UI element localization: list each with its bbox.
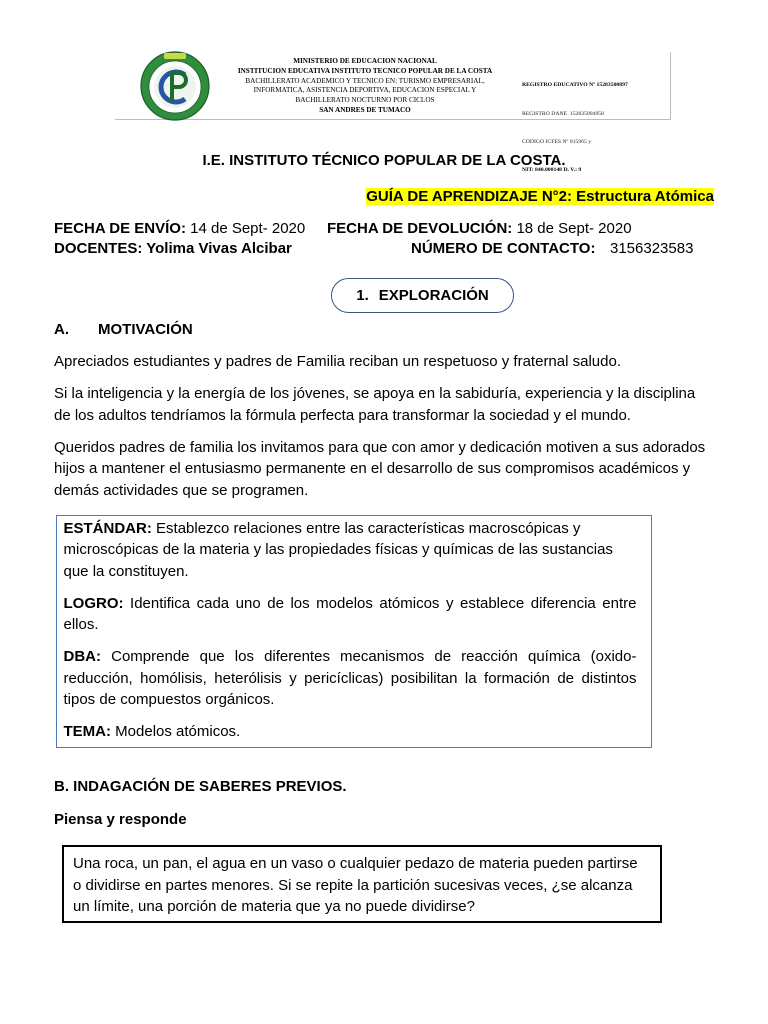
teachers-value: Yolima Vivas Alcibar — [146, 239, 292, 257]
return-date-value: 18 de Sept- 2020 — [516, 219, 632, 237]
institution-line: SAN ANDRES DE TUMACO — [319, 105, 411, 114]
standard-item — [64, 518, 637, 583]
contact-value: 3156323583 — [610, 239, 694, 257]
registry-line: REGISTRO EDUCATIVO Nº 15283500897 — [522, 82, 628, 89]
school-logo — [137, 50, 213, 122]
teachers — [54, 238, 292, 260]
section-number: 1. — [356, 286, 369, 304]
question-box — [62, 845, 662, 923]
return-date — [327, 218, 632, 240]
motivation-paragraph: Si la inteligencia y la energía de los jóvenes, se apoya en la sabiduría, experiencia y la disciplina de los adultos tendríamos la fórmula perfecta para transformar la sociedad y el mundo. — [54, 385, 696, 424]
registry-line: REGISTRO DANE 152835004958 — [522, 110, 604, 117]
institution-line: INSTITUCION EDUCATIVA INSTITUTO TECNICO POPULAR DE LA COSTA — [237, 66, 493, 75]
send-date-label: FECHA DE ENVÍO: — [54, 219, 186, 237]
question-text: Una roca, un pan, el agua en un vaso o cualquier pedazo de materia pueden partirse o dividirse en partes menores. Si se repite la partición sucesivas veces, ¿se alcanza un límite, una porción de materia que ya no puede dividirse? — [73, 855, 638, 916]
return-date-label: FECHA DE DEVOLUCIÓN: — [327, 219, 513, 237]
document-title: I.E. INSTITUTO TÉCNICO POPULAR DE LA COSTA. — [202, 151, 566, 169]
dba-item — [64, 646, 637, 711]
send-date-value: 14 de Sept- 2020 — [190, 219, 306, 237]
motivation-paragraph: Apreciados estudiantes y padres de Familia reciban un respetuoso y fraternal saludo. — [54, 353, 621, 371]
guide-title — [366, 186, 714, 208]
registry-line: CODIGO ICFES Nº 015965 y — [522, 138, 592, 145]
institution-line: MINISTERIO DE EDUCACION NACIONAL — [293, 57, 437, 65]
institution-line: INFORMATICA, ASISTENCIA DEPORTIVA, EDUCACION ESPECIAL Y — [253, 86, 477, 95]
achievement-item — [64, 593, 637, 636]
logo-top-band — [164, 53, 186, 59]
institution-header — [212, 57, 518, 116]
guide-title-highlight: GUÍA DE APRENDIZAJE N°2: Estructura Atómica — [366, 187, 714, 205]
section-heading — [331, 278, 514, 313]
topic-label: TEMA: — [63, 723, 111, 741]
contact-label: NÚMERO DE CONTACTO: — [411, 239, 596, 257]
motivation-body — [54, 351, 710, 512]
topic-text: Modelos atómicos. — [115, 723, 241, 741]
achievement-label: LOGRO: — [63, 594, 124, 612]
achievement-text: Identifica cada uno de los modelos atómicos y establece diferencia entre ellos. — [63, 594, 637, 634]
send-date — [54, 218, 305, 240]
standard-label: ESTÁNDAR: — [63, 519, 152, 537]
institution-line: BACHILLERATO NOCTURNO POR CICLOS — [295, 96, 435, 105]
prior-knowledge-title: B. INDAGACIÓN DE SABERES PREVIOS. — [54, 778, 347, 796]
standard-text: Establezco relaciones entre las características macroscópicas y microscópicas de la materia y las propiedades físicas y químicas de las sustancias que la constituyen. — [63, 519, 613, 580]
motivation-paragraph: Queridos padres de familia los invitamos para que con amor y dedicación motiven a sus adorados hijos a mantener el entusiasmo permanente en el desarrollo de sus compromisos académicos y demás actividades que se programen. — [54, 438, 706, 499]
section-title: EXPLORACIÓN — [378, 286, 489, 304]
topic-item — [64, 721, 637, 743]
objectives-box — [56, 515, 652, 748]
registry-line: NIT: 840.000148 D. V.: 9 — [522, 166, 582, 173]
dba-label: DBA: — [63, 648, 101, 666]
prior-knowledge-prompt: Piensa y responde — [54, 811, 187, 829]
motivation-title: MOTIVACIÓN — [98, 320, 193, 338]
dba-text: Comprende que los diferentes mecanismos de reacción química (oxido-reducción, homólisis, heterólisis y pericíclicas) posibilitan la formación de distintos tipos de compuestos orgánicos. — [63, 648, 637, 709]
teachers-label: DOCENTES: — [54, 239, 143, 257]
registry-block — [522, 63, 628, 195]
motivation-letter: A. — [54, 320, 69, 338]
institution-line: BACHILLERATO ACADEMICO Y TECNICO EN: TURISMO EMPRESARIAL, — [245, 76, 485, 85]
